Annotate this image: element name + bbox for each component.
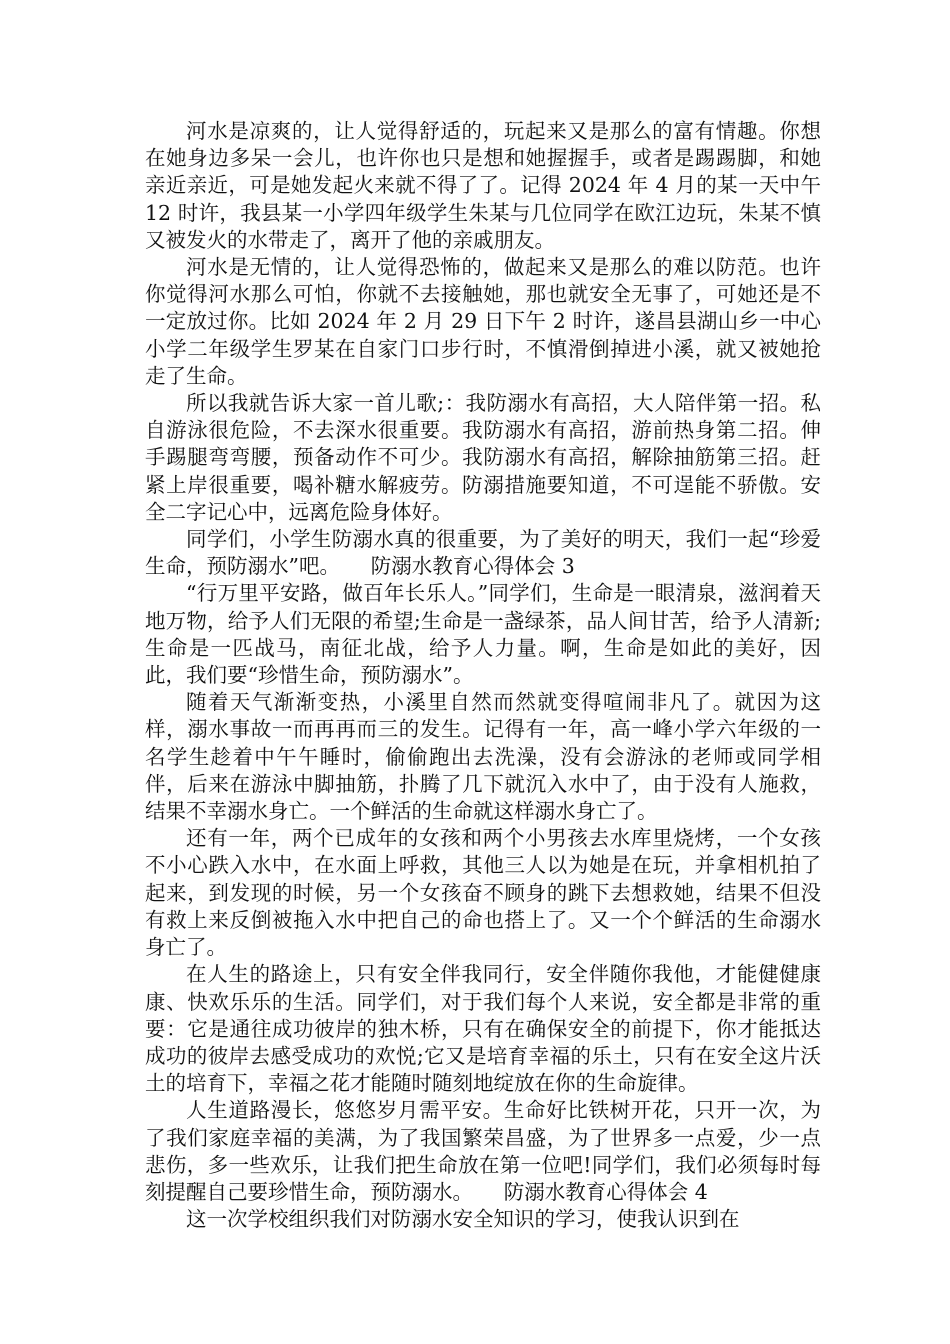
paragraph-10: 这一次学校组织我们对防溺水安全知识的学习，使我认识到在 — [186, 1207, 740, 1232]
paragraph-8: 在人生的路途上，只有安全伴我同行，安全伴随你我他，才能健健康康、快欢乐乐的生活。同学们，对于我们每个人来说，安全都是非常的重要：它是通往成功彼岸的独木桥，只有在确保安全的前提下，你才能抵达成功的彼岸去感受成功的欢悦;它又是培育幸福的乐土，只有在安全这片沃土的培育下，幸福之花才能随时随刻地绽放在你的生命旋律。 — [145, 962, 821, 1096]
paragraph-3: 所以我就告诉大家一首儿歌;：我防溺水有高招，大人陪伴第一招。私自游泳很危险，不去深水很重要。我防溺水有高招，游前热身第二招。伸手踢腿弯弯腰，预备动作不可少。我防溺水有高招，解除抽筋第三招。赶紧上岸很重要，喝补糖水解疲劳。防溺措施要知道，不可逞能不骄傲。安全二字记心中，远离危险身体好。 — [145, 391, 821, 524]
document-body — [145, 118, 821, 1233]
paragraph-9: 人生道路漫长，悠悠岁月需平安。生命好比铁树开花，只开一次，为了我们家庭幸福的美满，为了我国繁荣昌盛，为了世界多一点爱，少一点悲伤，多一些欢乐，让我们把生命放在第一位吧!同学们，我们必须每时每刻提醒自己要珍惜生命，预防溺水。 防溺水教育心得体会 4 — [145, 1098, 821, 1204]
paragraph-4: 同学们，小学生防溺水真的很重要，为了美好的明天，我们一起“珍爱生命，预防溺水”吧。 防溺水教育心得体会 3 — [145, 527, 821, 579]
paragraph-1: 河水是凉爽的，让人觉得舒适的，玩起来又是那么的富有情趣。你想在她身边多呆一会儿，也许你也只是想和她握握手，或者是踢踢脚，和她亲近亲近，可是她发起火来就不得了了。记得 2024 年 4 月的某一天中午 12 时许，我县某一小学四年级学生朱某与几位同学在欧江边玩，朱某不慎又被发火的水带走了，离开了他的亲戚朋友。 — [145, 119, 821, 252]
paragraph-2: 河水是无情的，让人觉得恐怖的，做起来又是那么的难以防范。也许你觉得河水那么可怕，你就不去接触她，那也就安全无事了，可她还是不一定放过你。比如 2024 年 2 月 29 日下午 2 时许，遂昌县湖山乡一中心小学二年级学生罗某在自家门口步行时，不慎滑倒掉进小溪，就又被她抢走了生命。 — [145, 255, 821, 388]
paragraph-6: 随着天气渐渐变热，小溪里自然而然就变得喧闹非凡了。就因为这样，溺水事故一而再再而三的发生。记得有一年，高一峰小学六年级的一名学生趁着中午午睡时，偷偷跑出去洗澡，没有会游泳的老师或同学相伴，后来在游泳中脚抽筋，扑腾了几下就沉入水中了，由于没有人施救，结果不幸溺水身亡。一个鲜活的生命就这样溺水身亡了。 — [145, 690, 821, 824]
paragraph-5: “行万里平安路，做百年长乐人。”同学们，生命是一眼清泉，滋润着天地万物，给予人们无限的希望;生命是一盏绿茶，品人间甘苦，给予人清新;生命是一匹战马，南征北战，给予人力量。啊，生命是如此的美好，因此，我们要“珍惜生命，预防溺水”。 — [145, 581, 821, 688]
paragraph-7: 还有一年，两个已成年的女孩和两个小男孩去水库里烧烤，一个女孩不小心跌入水中，在水面上呼救，其他三人以为她是在玩，并拿相机拍了起来，到发现的时候，另一个女孩奋不顾身的跳下去想救她，结果不但没有救上来反倒被拖入水中把自己的命也搭上了。又一个个鲜活的生命溺水身亡了。 — [145, 826, 821, 960]
